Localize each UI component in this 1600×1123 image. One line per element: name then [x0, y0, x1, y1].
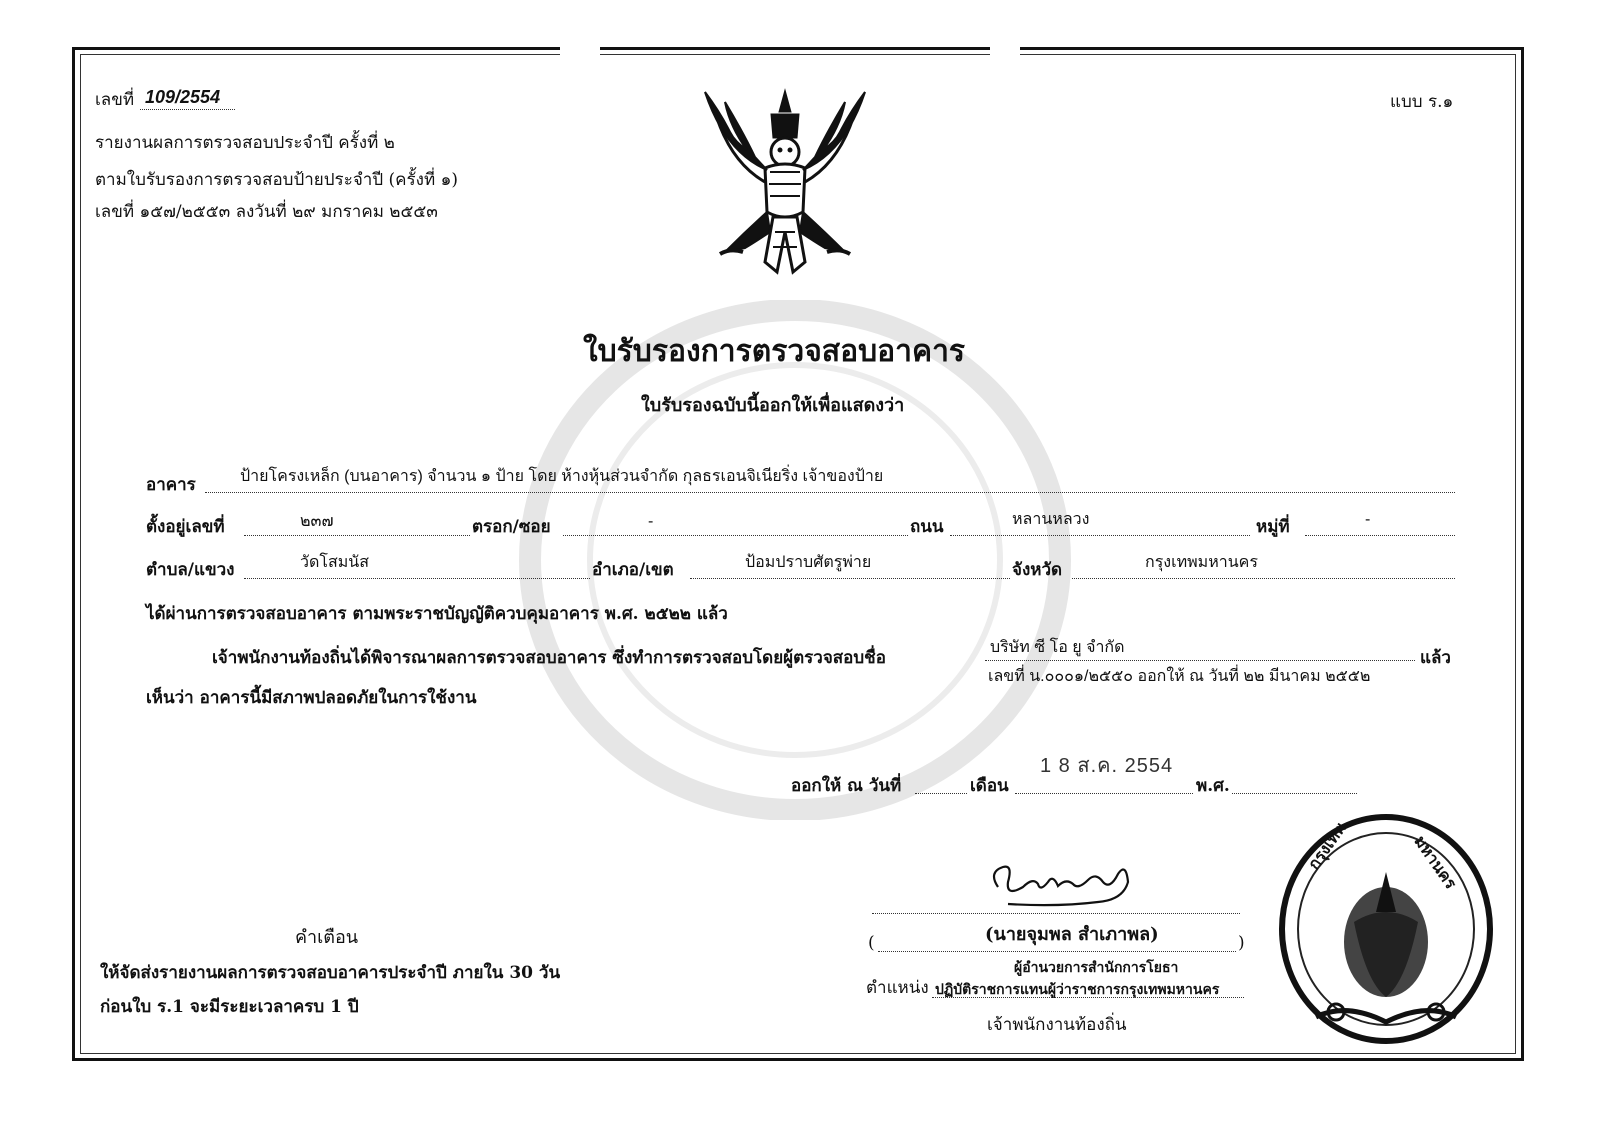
form-code: แบบ ร.๑	[1390, 92, 1454, 112]
province-value: กรุงเทพมหานคร	[1145, 554, 1258, 571]
signer-title: ผู้อำนวยการสำนักการโยธา	[1014, 960, 1179, 976]
year-label: พ.ศ.	[1196, 776, 1230, 796]
name-dotted-line	[878, 951, 1236, 952]
soi-dotted-line	[563, 535, 908, 536]
district-label: อำเภอ/เขต	[592, 560, 674, 580]
number-dotted-line	[140, 109, 235, 110]
subdistrict-label: ตำบล/แขวง	[146, 560, 235, 580]
inspector-registration: เลขที่ น.๐๐๐๑/๒๕๕๐ ออกให้ ณ วันที่ ๒๒ มีนาคม ๒๕๕๒	[988, 668, 1371, 685]
passed-statement: ได้ผ่านการตรวจสอบอาคาร ตามพระราชบัญญัติควบคุมอาคาร พ.ศ. ๒๕๒๒ แล้ว	[146, 604, 728, 624]
signature-mark	[978, 852, 1138, 912]
signer-name: (นายจุมพล สำเภาพล)	[985, 924, 1159, 945]
inspector-name: บริษัท ซี โอ ยู จำกัด	[990, 639, 1125, 656]
road-value: หลานหลวง	[1012, 511, 1090, 528]
bangkok-city-seal-icon	[1276, 812, 1496, 1047]
certificate-title: ใบรับรองการตรวจสอบอาคาร	[583, 334, 966, 369]
end-word: แล้ว	[1420, 648, 1451, 668]
number-label: เลขที่	[95, 90, 135, 110]
province-label: จังหวัด	[1012, 560, 1063, 580]
district-dotted-line	[690, 578, 1010, 579]
subdistrict-dotted-line	[244, 578, 590, 579]
moo-value: -	[1365, 511, 1371, 528]
road-label: ถนน	[910, 517, 944, 537]
seal-text-right: มหานคร	[1410, 832, 1461, 893]
safe-statement: เห็นว่า อาคารนี้มีสภาพปลอดภัยในการใช้งาน	[146, 688, 477, 708]
soi-value: -	[648, 513, 654, 530]
issued-label: ออกให้ ณ วันที่	[791, 776, 902, 796]
district-value: ป้อมปราบศัตรูพ่าย	[745, 554, 872, 571]
province-dotted-line	[1072, 578, 1455, 579]
issue-day-dotted-line	[915, 793, 967, 794]
garuda-emblem-icon	[685, 72, 885, 282]
warning-line-2: ก่อนใบ ร.1 จะมีระยะเวลาครบ 1 ปี	[100, 997, 359, 1017]
warning-heading: คำเตือน	[295, 927, 359, 948]
house-no-label: ตั้งอยู่เลขที่	[146, 517, 225, 537]
warning-line-1: ให้จัดส่งรายงานผลการตรวจสอบอาคารประจำปี ภายใน 30 วัน	[100, 963, 561, 983]
soi-label: ตรอก/ซอย	[472, 517, 551, 537]
position-prefix: ตำแหน่ง	[866, 978, 929, 998]
house-no-dotted-line	[244, 535, 470, 536]
house-no-value: ๒๓๗	[300, 513, 334, 530]
inspector-dotted-line	[985, 660, 1415, 661]
signer-position: ปฏิบัติราชการแทนผู้ว่าราชการกรุงเทพมหานคร	[935, 982, 1220, 998]
building-dotted-line	[205, 492, 1455, 493]
moo-label: หมู่ที่	[1256, 517, 1290, 537]
issue-date-stamp: 1 8 ส.ค. 2554	[1040, 755, 1174, 777]
report-line-3: เลขที่ ๑๕๗/๒๕๕๓ ลงวันที่ ๒๙ มกราคม ๒๕๕๓	[95, 202, 438, 222]
border-gap	[990, 40, 1020, 62]
issue-month-dotted-line	[1015, 793, 1193, 794]
building-label: อาคาร	[146, 475, 196, 495]
certificate-number: 109/2554	[145, 87, 221, 107]
signature-dotted-line	[872, 913, 1240, 914]
road-dotted-line	[950, 535, 1250, 536]
moo-dotted-line	[1305, 535, 1455, 536]
seal-text-left: กรุงเทพ	[1304, 818, 1350, 873]
officer-statement: เจ้าพนักงานท้องถิ่นได้พิจารณาผลการตรวจสอบอาคาร ซึ่งทำการตรวจสอบโดยผู้ตรวจสอบชื่อ	[212, 648, 886, 668]
paren-close: )	[1238, 933, 1245, 953]
issue-year-dotted-line	[1232, 793, 1357, 794]
paren-open: (	[868, 933, 875, 953]
report-line-1: รายงานผลการตรวจสอบประจำปี ครั้งที่ ๒	[95, 133, 395, 153]
position-dotted-line	[932, 997, 1244, 998]
subdistrict-value: วัดโสมนัส	[300, 554, 369, 571]
signer-role: เจ้าพนักงานท้องถิ่น	[987, 1015, 1127, 1035]
month-label: เดือน	[970, 776, 1009, 796]
border-gap	[560, 40, 600, 62]
report-line-2: ตามใบรับรองการตรวจสอบป้ายประจำปี (ครั้งที่ ๑)	[95, 170, 458, 190]
certificate-subtitle: ใบรับรองฉบับนี้ออกให้เพื่อแสดงว่า	[641, 395, 905, 416]
building-value: ป้ายโครงเหล็ก (บนอาคาร) จำนวน ๑ ป้าย โดย ห้างหุ้นส่วนจำกัด กุลธรเอนจิเนียริ่ง เจ้าของป้าย	[240, 468, 884, 485]
